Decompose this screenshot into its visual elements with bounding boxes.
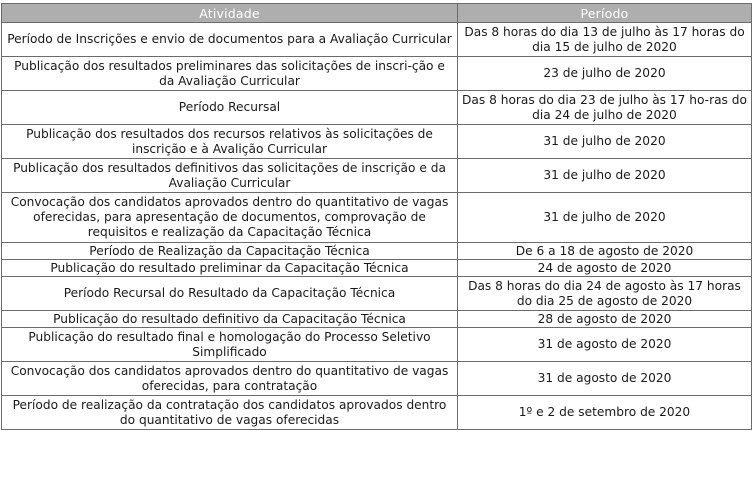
table-row [2,159,752,193]
table-row [2,57,752,91]
cell-atividade: Publicação do resultado final e homologação do Processo Seletivo Simplificado [2,328,458,362]
cell-atividade: Período Recursal [2,91,458,125]
cell-periodo: Das 8 horas do dia 23 de julho às 17 ho-ras do dia 24 de julho de 2020 [458,91,752,125]
cell-periodo: Das 8 horas do dia 13 de julho às 17 horas do dia 15 de julho de 2020 [458,23,752,57]
header-row [2,4,752,23]
cell-periodo: 31 de julho de 2020 [458,193,752,243]
table-row [2,362,752,396]
cell-periodo: De 6 a 18 de agosto de 2020 [458,243,752,260]
cell-periodo: Das 8 horas do dia 24 de agosto às 17 horas do dia 25 de agosto de 2020 [458,277,752,311]
table-row [2,193,752,243]
cell-atividade: Período de Realização da Capacitação Técnica [2,243,458,260]
header-periodo: Período [458,4,752,23]
table-body [2,23,752,430]
cell-atividade: Publicação dos resultados definitivos das solicitações de inscrição e da Avaliação Curricular [2,159,458,193]
cell-atividade: Convocação dos candidatos aprovados dentro do quantitativo de vagas oferecidas, para apresentação de documentos, comprovação de requisitos e realização da Capacitação Técnica [2,193,458,243]
cell-periodo: 23 de julho de 2020 [458,57,752,91]
table-row [2,328,752,362]
cell-periodo: 31 de agosto de 2020 [458,328,752,362]
cell-periodo: 31 de julho de 2020 [458,159,752,193]
cell-atividade: Período de realização da contratação dos candidatos aprovados dentro do quantitativo de vagas oferecidas [2,396,458,430]
cell-periodo: 28 de agosto de 2020 [458,311,752,328]
cell-periodo: 24 de agosto de 2020 [458,260,752,277]
cell-atividade: Período Recursal do Resultado da Capacitação Técnica [2,277,458,311]
cell-periodo: 31 de agosto de 2020 [458,362,752,396]
table-row [2,91,752,125]
cell-atividade: Publicação dos resultados preliminares das solicitações de inscri-ção e da Avaliação Curricular [2,57,458,91]
table-row [2,277,752,311]
table-row [2,311,752,328]
cell-atividade: Convocação dos candidatos aprovados dentro do quantitativo de vagas oferecidas, para contratação [2,362,458,396]
table-row [2,243,752,260]
cell-periodo: 1º e 2 de setembro de 2020 [458,396,752,430]
table-row [2,396,752,430]
table-row [2,260,752,277]
table-row [2,125,752,159]
cell-atividade: Publicação dos resultados dos recursos relativos às solicitações de inscrição e à Avalição Curricular [2,125,458,159]
cell-atividade: Publicação do resultado definitivo da Capacitação Técnica [2,311,458,328]
cell-periodo: 31 de julho de 2020 [458,125,752,159]
cell-atividade: Período de Inscrições e envio de documentos para a Avaliação Curricular [2,23,458,57]
header-atividade: Atividade [2,4,458,23]
table-header [2,4,752,23]
schedule-table [1,3,752,430]
table-row [2,23,752,57]
cell-atividade: Publicação do resultado preliminar da Capacitação Técnica [2,260,458,277]
